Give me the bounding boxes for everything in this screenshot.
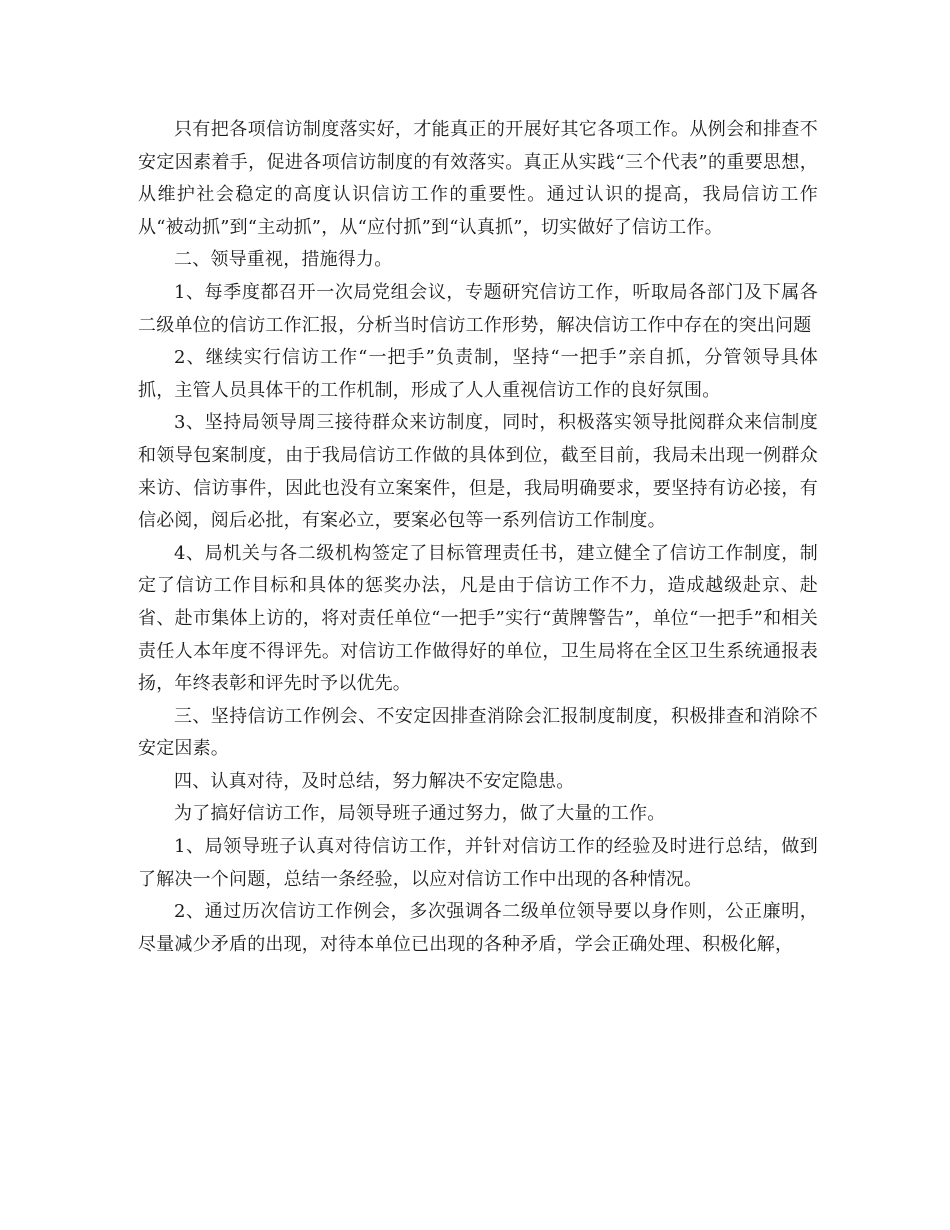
document-body xyxy=(138,114,818,961)
paragraph-section-4-item-2: 2、通过历次信访工作例会，多次强调各二级单位领导要以身作则，公正廉明，尽量减少矛盾的出现，对待本单位已出现的各种矛盾，学会正确处理、积极化解， xyxy=(138,901,818,955)
paragraph-intro: 只有把各项信访制度落实好，才能真正的开展好其它各项工作。从例会和排查不安定因素着手，促进各项信访制度的有效落实。真正从实践“三个代表”的重要思想，从维护社会稳定的高度认识信访工作的重要性。通过认识的提高，我局信访工作从“被动抓”到“主动抓”，从“应付抓”到“认真抓”，切实做好了信访工作。 xyxy=(138,119,818,238)
paragraph-section-4-item-1: 1、局领导班子认真对待信访工作，并针对信访工作的经验及时进行总结，做到了解决一个问题，总结一条经验，以应对信访工作中出现的各种情况。 xyxy=(138,836,818,890)
heading-section-2: 二、领导重视，措施得力。 xyxy=(174,249,393,271)
paragraph-section-4-intro: 为了搞好信访工作，局领导班子通过努力，做了大量的工作。 xyxy=(174,803,666,825)
paragraph-item-2: 2、继续实行信访工作“一把手”负责制，坚持“一把手”亲自抓，分管领导具体抓，主管人员具体干的工作机制，形成了人人重视信访工作的良好氛围。 xyxy=(138,347,818,401)
heading-section-3: 三、坚持信访工作例会、不安定因排查消除会汇报制度制度，积极排查和消除不安定因素。 xyxy=(138,705,818,760)
paragraph-item-1: 1、每季度都召开一次局党组会议，专题研究信访工作，听取局各部门及下属各二级单位的信访工作汇报，分析当时信访工作形势，解决信访工作中存在的突出问题 xyxy=(138,281,818,336)
heading-section-4: 四、认真对待，及时总结，努力解决不安定隐患。 xyxy=(174,770,575,792)
paragraph-item-3: 3、坚持局领导周三接待群众来访制度，同时，积极落实领导批阅群众来信制度和领导包案制度，由于我局信访工作做的具体到位，截至目前，我局未出现一例群众来访、信访事件，因此也没有立案案件，但是，我局明确要求，要坚持有访必接，有信必阅，阅后必批，有案必立，要案必包等一系列信访工作制度。 xyxy=(138,412,818,532)
paragraph-item-4: 4、局机关与各二级机构签定了目标管理责任书，建立健全了信访工作制度，制定了信访工作目标和具体的惩奖办法，凡是由于信访工作不力，造成越级赴京、赴省、赴市集体上访的，将对责任单位“一把手”实行“黄牌警告”，单位“一把手”和相关责任人本年度不得评先。对信访工作做得好的单位，卫生局将在全区卫生系统通报表扬，年终表彰和评先时予以优先。 xyxy=(138,542,818,695)
